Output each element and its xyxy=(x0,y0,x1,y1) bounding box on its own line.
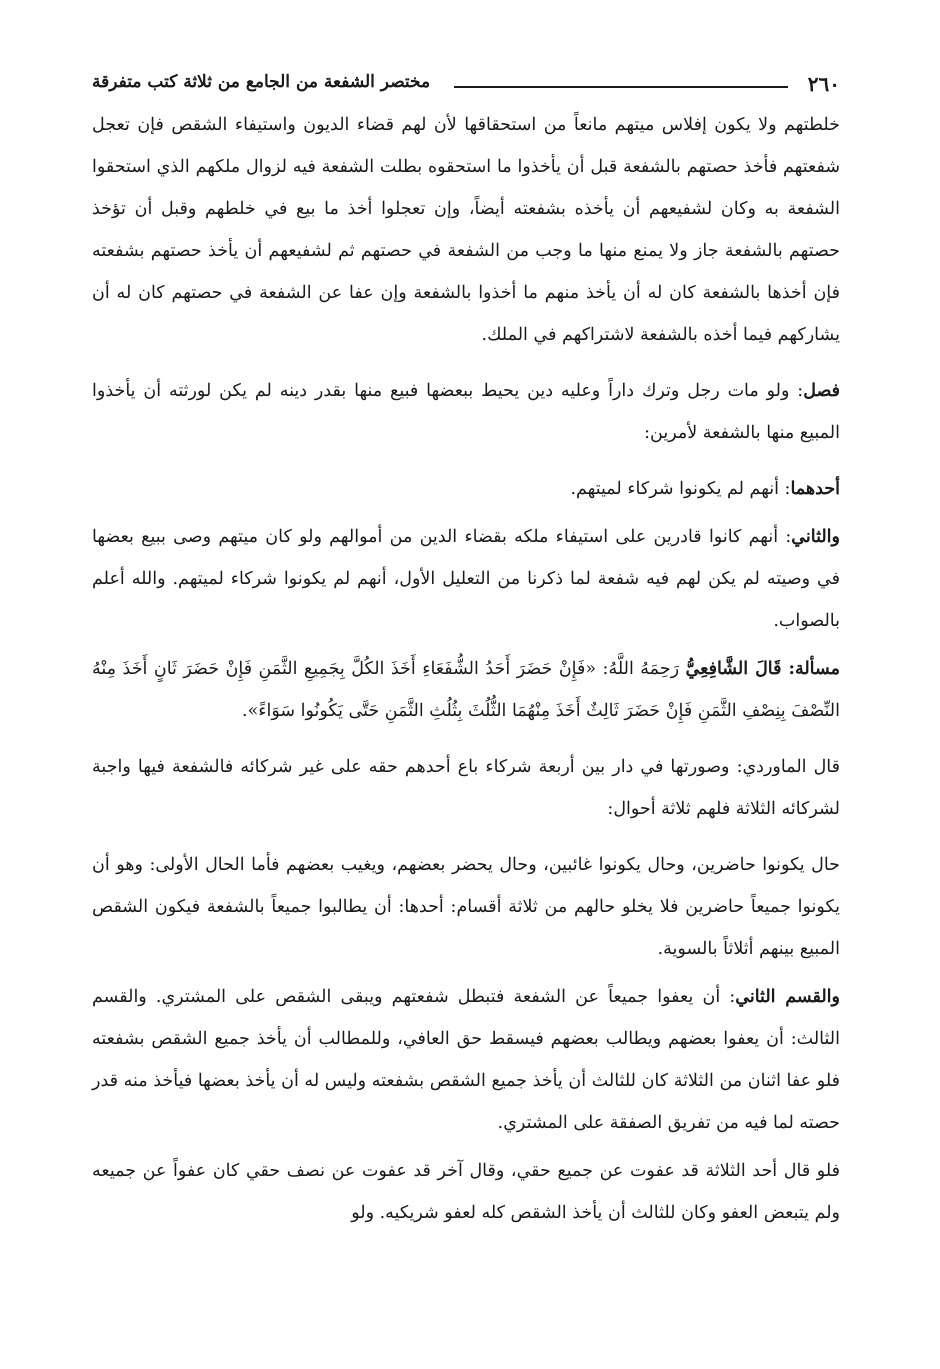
paragraph-second-reason xyxy=(92,516,840,642)
paragraph-mawardi xyxy=(92,746,840,830)
paragraph-text: حال يكونوا حاضرين، وحال يكونوا غائبين، وحال يحضر بعضهم، ويغيب بعضهم فأما الحال الأولى: وهو أن يكونوا جميعاً حاضرين فلا يخلو حالهم من ثلاثة أقسام: أحدها: أن يطالبوا جميعاً بالشفعة فيكون الشقص المبيع بينهم أثلاثاً بالسوية. xyxy=(92,855,840,959)
paragraph-text: رَحِمَهُ اللَّهُ: «فَإِنْ حَضَرَ أَحَدُ الشُّفَعَاءِ أَخَذَ الكُلَّ بِجَمِيعِ الثَّمَنِ فَإِنْ حَضَرَ ثَانٍ أَخَذَ مِنْهُ النِّصْفَ بِنِصْفِ الثَّمَنِ فَإِنْ حَضَرَ ثَالِثٌ أَخَذَ مِنْهُمَا الثُّلُثَ بِثُلُثِ الثَّمَنِ حَتَّى يَكُونُوا سَوَاءً». xyxy=(92,659,840,721)
running-title: مختصر الشفعة من الجامع من ثلاثة كتب متفرقة xyxy=(92,72,431,92)
page-header xyxy=(92,68,840,104)
paragraph-1 xyxy=(92,104,840,356)
paragraph-text: : أنهم كانوا قادرين على استيفاء ملكه بقضاء الدين من أموالهم ولو كان ميتهم وصى ببيع بعضها في وصيته لم يكن لهم فيه شفعة لما ذكرنا من التعليل الأول، أنهم لم يكونوا شركاء لميتهم. والله أعلم بالصواب. xyxy=(92,527,840,631)
paragraph-text: : ولو مات رجل وترك داراً وعليه دين يحيط ببعضها فبيع منها بقدر دينه لم يكن لورثته أن يأخذوا المبيع منها بالشفعة لأمرين: xyxy=(92,381,840,443)
paragraph-text: فلو قال أحد الثلاثة قد عفوت عن جميع حقي، وقال آخر قد عفوت عن نصف حقي كان عفواً عن جميعه ولم يتبعض العفو وكان للثالث أن يأخذ الشقص كله لعفو شريكيه. ولو xyxy=(92,1161,840,1223)
paragraph-states xyxy=(92,844,840,970)
header-rule xyxy=(454,86,788,88)
paragraph-text: قال الماوردي: وصورتها في دار بين أربعة شركاء باع أحدهم حقه على غير شركائه فالشفعة فيها واجبة لشركائه الثلاثة فلهم ثلاثة أحوال: xyxy=(92,757,840,819)
paragraph-lead: مسألة: قَالَ الشَّافِعِيُّ xyxy=(685,659,840,679)
paragraph-lead: والقسم الثاني xyxy=(735,987,840,1007)
paragraph-text: : أن يعفوا جميعاً عن الشفعة فتبطل شفعتهم ويبقى الشقص على المشتري. والقسم الثالث: أن يعفوا بعضهم ويطالب بعضهم فيسقط حق العافي، وللمطالب أن يأخذ جميع الشقص بشفعته فلو عفا اثنان من الثلاثة كان للثالث أن يأخذ جميع الشقص بشفعته وليس له أن يأخذ بعضها فيأخذ منه قدر حصته لما فيه من تفريق الصفقة على المشتري. xyxy=(92,987,840,1133)
paragraph-lead: فصل xyxy=(803,381,840,401)
paragraph-second-section xyxy=(92,976,840,1144)
paragraph-lead: أحدهما xyxy=(790,479,840,499)
paragraph-text: خلطتهم ولا يكون إفلاس ميتهم مانعاً من استحقاقها لأن لهم قضاء الديون واستيفاء الشقص فإن تعجل شفعتهم فأخذ حصتهم بالشفعة قبل أن يأخذوا ما استحقوه بطلت الشفعة فيه لزوال ملكهم الذي استحقوا الشفعة به وكان لشفيعهم أن يأخذه بشفعته أيضاً، وإن تعجلوا أخذ ما بيع في خلطهم وقبل أن تؤخذ حصتهم بالشفعة جاز ولا يمنع منها ما وجب من الشفعة في حصتهم ثم لشفيعهم أن يأخذ حصتهم بشفعته فإن أخذها بالشفعة كان له أن يأخذ منهم ما أخذوا بالشفعة وإن عفا عن الشفعة في حصتهم كان له أن يشاركهم فيما أخذه بالشفعة لاشتراكهم في الملك. xyxy=(92,115,840,345)
paragraph-fasl xyxy=(92,370,840,454)
page-body xyxy=(92,104,840,1234)
paragraph-final xyxy=(92,1150,840,1234)
book-page xyxy=(92,68,840,1234)
page-number: ٢٦٠ xyxy=(807,72,840,96)
paragraph-text: : أنهم لم يكونوا شركاء لميتهم. xyxy=(570,479,791,499)
paragraph-first-reason xyxy=(92,468,840,510)
paragraph-lead: والثاني xyxy=(791,527,840,547)
paragraph-masala xyxy=(92,648,840,732)
